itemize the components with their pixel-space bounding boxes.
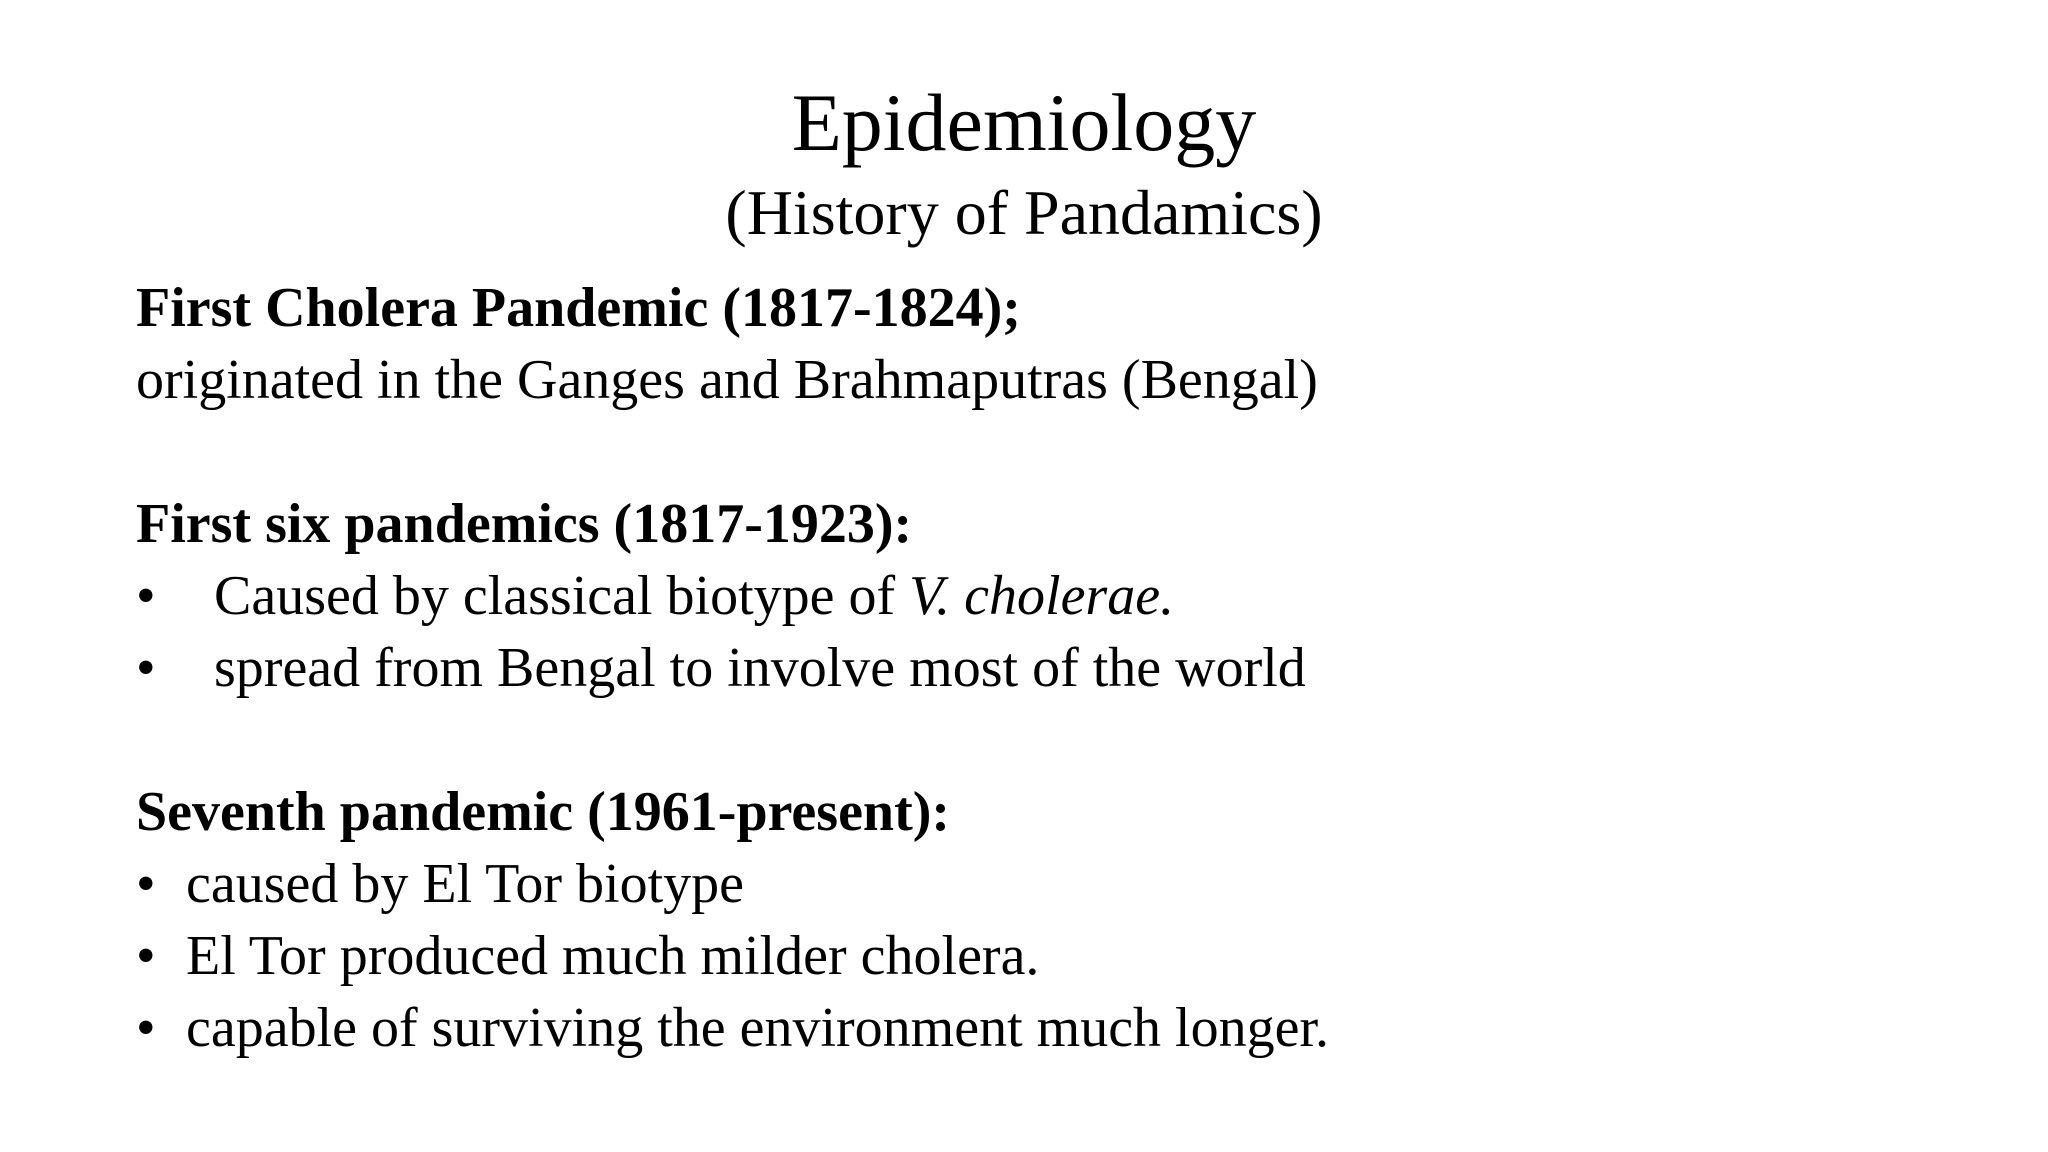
- slide-subtitle: (History of Pandamics): [725, 177, 1323, 248]
- list-item: [136, 632, 1936, 704]
- section-heading-first-pandemic: First Cholera Pandemic (1817-1824);: [136, 277, 1021, 339]
- slide-body: [136, 272, 1936, 1064]
- bullet-icon: •: [136, 853, 156, 915]
- bullet-icon: •: [136, 565, 156, 627]
- list-item: [136, 992, 1936, 1064]
- bullet-icon: •: [136, 925, 156, 987]
- slide-title: Epidemiology: [791, 77, 1257, 168]
- list-item-text: caused by El Tor biotype: [186, 853, 745, 915]
- list-item-text: [214, 560, 1174, 632]
- bullet-icon: •: [136, 637, 156, 699]
- list-item-text: El Tor produced much milder cholera.: [186, 925, 1040, 987]
- list-item-text: spread from Bengal to involve most of the world: [214, 637, 1306, 699]
- spacer: [136, 704, 1936, 776]
- section-text-origin: originated in the Ganges and Brahmaputras (Bengal): [136, 349, 1318, 411]
- list-item: [136, 560, 1936, 632]
- list-item: [136, 848, 1936, 920]
- bullet-icon: •: [136, 997, 156, 1059]
- list-item: [136, 920, 1936, 992]
- list-item-text-plain: Caused by classical biotype of: [214, 565, 910, 627]
- section-heading-first-six-pandemics: First six pandemics (1817-1923):: [136, 493, 913, 555]
- spacer: [136, 416, 1936, 488]
- list-item-text: capable of surviving the environment much longer.: [186, 997, 1330, 1059]
- list-item-text-italic: V. cholerae.: [909, 565, 1175, 627]
- section-heading-seventh-pandemic: Seventh pandemic (1961-present):: [136, 781, 951, 843]
